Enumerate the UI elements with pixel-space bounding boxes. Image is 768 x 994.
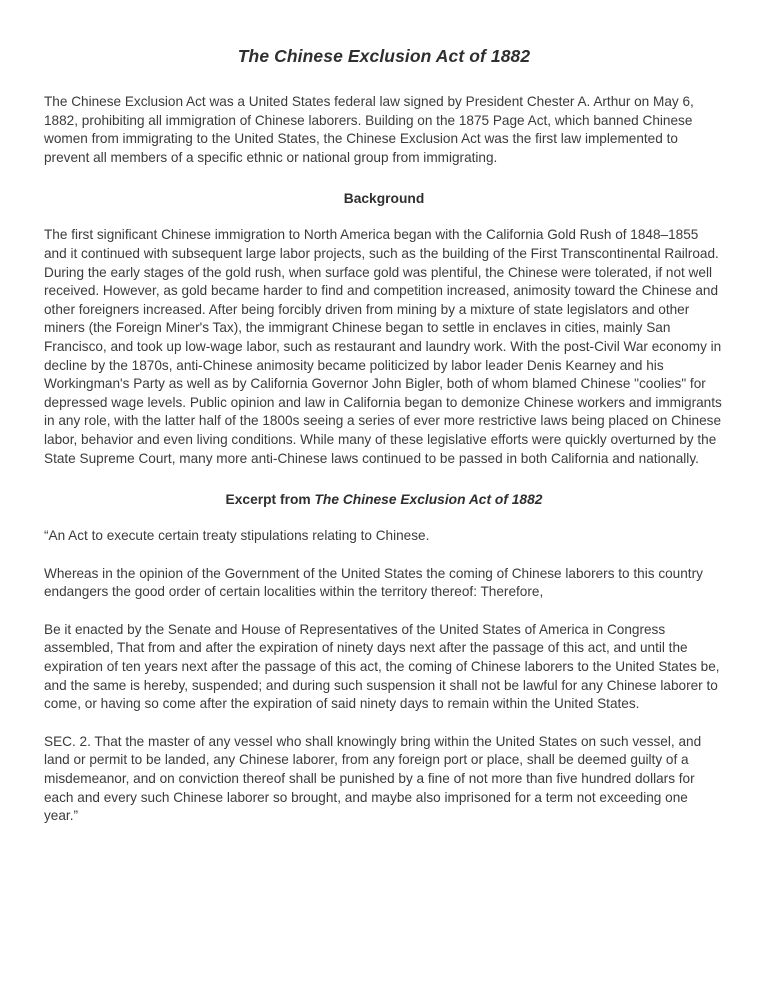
intro-paragraph: The Chinese Exclusion Act was a United States federal law signed by President Chester A. Arthur on May 6, 1882, prohibiting all immigration of Chinese laborers. Building on the 1875 Page Act, which banned Chinese women from immigrating to the United States, the Chinese Exclusion Act was the first law implemented to prevent all members of a specific ethnic or national group from immigrating. — [44, 94, 694, 165]
excerpt-heading-title: The Chinese Exclusion Act of 1882 — [314, 492, 543, 508]
background-heading: Background — [343, 191, 425, 207]
excerpt-heading — [44, 492, 724, 507]
excerpt-paragraph-3: Be it enacted by the Senate and House of Representatives of the United States of America in Congress assembled, That from and after the expiration of ninety days next after the passage of this act, and until the expiration of ten years next after the passage of this act, the coming of Chinese laborers to the United States be, and the same is hereby, suspended; and during such suspension it shall not be lawful for any Chinese laborer to come, or having so come after the expiration of said ninety days to remain within the United States. — [44, 621, 720, 712]
excerpt-paragraph-2: Whereas in the opinion of the Government of the United States the coming of Chinese laborers to this country endangers the good order of certain localities within the territory thereof: Therefore, — [44, 565, 703, 600]
excerpt-heading-prefix: Excerpt from — [225, 492, 315, 508]
document-title: The Chinese Exclusion Act of 1882 — [237, 46, 531, 66]
excerpt-paragraph-4: SEC. 2. That the master of any vessel who shall knowingly bring within the United States on such vessel, and land or permit to be landed, any Chinese laborer, from any foreign port or place, shall be deemed guilty of a misdemeanor, and on conviction thereof shall be punished by a fine of not more than five hundred dollars for each and every such Chinese laborer so brought, and maybe also imprisoned for a term not exceeding one year.” — [44, 733, 702, 824]
excerpt-paragraph-1: “An Act to execute certain treaty stipulations relating to Chinese. — [44, 528, 430, 544]
background-paragraph: The first significant Chinese immigration to North America began with the California Gold Rush of 1848–1855 and it continued with subsequent large labor projects, such as the building of the First Transcontinental Railroad. During the early stages of the gold rush, when surface gold was plentiful, the Chinese were tolerated, if not well received. However, as gold became harder to find and competition increased, animosity toward the Chinese and other foreigners increased. After being forcibly driven from mining by a mixture of state legislators and other miners (the Foreign Miner's Tax), the immigrant Chinese began to settle in enclaves in cities, mainly San Francisco, and took up low-wage labor, such as restaurant and laundry work. With the post-Civil War economy in decline by the 1870s, anti-Chinese animosity became politicized by labor leader Denis Kearney and his Workingman's Party as well as by California Governor John Bigler, both of whom blamed Chinese "coolies" for depressed wage levels. Public opinion and law in California began to demonize Chinese workers and immigrants in any role, with the latter half of the 1800s seeing a series of ever more restrictive laws being placed on Chinese labor, behavior and even living conditions. While many of these legislative efforts were quickly overturned by the State Supreme Court, many more anti-Chinese laws continued to be passed in both California and nationally. — [44, 227, 722, 466]
